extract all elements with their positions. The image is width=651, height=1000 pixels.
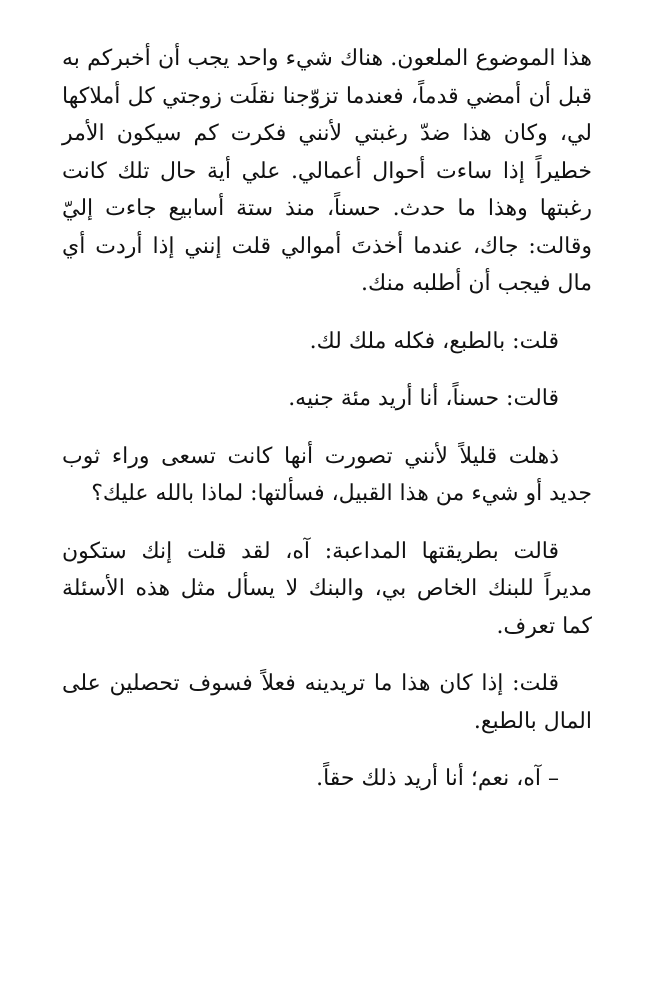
paragraph-6: قلت: إذا كان هذا ما تريدينه فعلاً فسوف تحصلين على المال بالطبع.: [62, 671, 592, 734]
paragraph-1: هذا الموضوع الملعون. هناك شيء واحد يجب أن أخبركم به قبل أن أمضي قدماً، فعندما تزوّجنا نقلَت زوجتي كل أملاكها لي، وكان هذا ضدّ رغبتي لأنني فكرت كم سيكون الأمر خطيراً إذا ساءت أحوال أعمالي. علي أية حال تلك كانت رغبتها وهذا ما حدث. حسناً، منذ ستة أسابيع جاءت إليّ وقالت: جاك، عندما أخذتَ أموالي قلت إنني إذا أردت أي مال فيجب أن أطلبه منك.: [62, 46, 592, 296]
paragraph-5: قالت بطريقتها المداعبة: آه، لقد قلت إنك ستكون مديراً للبنك الخاص بي، والبنك لا يسأل مثل هذه الأسئلة كما تعرف.: [62, 538, 592, 639]
document-page: [62, 40, 592, 798]
paragraph-4: ذهلت قليلاً لأنني تصورت أنها كانت تسعى وراء ثوب جديد أو شيء من هذا القبيل، فسألتها: لماذا بالله عليك؟: [62, 443, 592, 506]
paragraph-3: قالت: حسناً، أنا أريد مئة جنيه.: [288, 386, 559, 411]
paragraph-2: قلت: بالطبع، فكله ملك لك.: [309, 328, 559, 354]
paragraph-7: – آه، نعم؛ أنا أريد ذلك حقاً.: [316, 766, 559, 791]
